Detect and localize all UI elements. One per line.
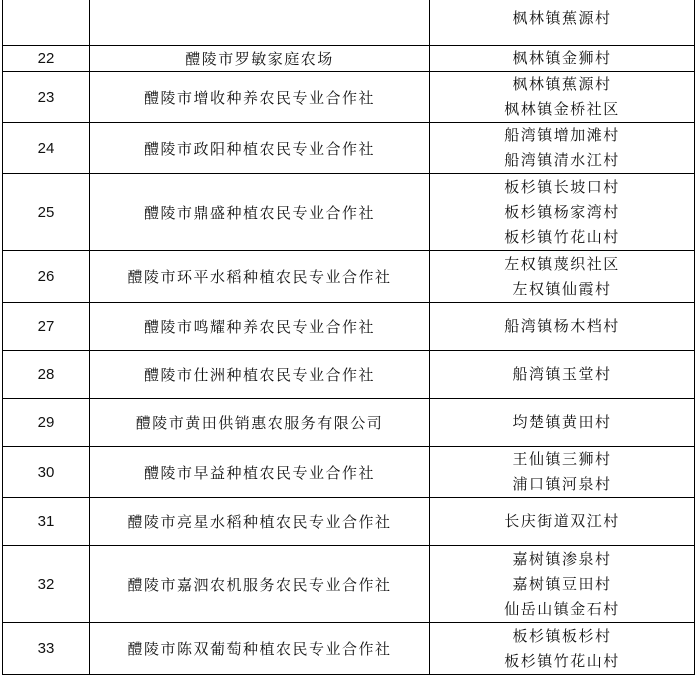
location-line: 均楚镇黄田村	[512, 413, 612, 431]
location-line: 左权镇仙霞村	[512, 279, 612, 298]
table-row	[3, 123, 695, 174]
organization-name-cell: 醴陵市陈双葡萄种植农民专业合作社	[90, 623, 430, 675]
location-line: 枫林镇蕉源村	[512, 75, 612, 93]
row-number-cell: 32	[3, 546, 90, 623]
table-row	[3, 447, 695, 498]
organization-name-cell: 醴陵市仕洲种植农民专业合作社	[90, 351, 430, 399]
organization-name-cell: 醴陵市环平水稻种植农民专业合作社	[90, 251, 430, 303]
location-line: 板杉镇竹花山村	[504, 651, 620, 670]
location-cell	[430, 546, 695, 623]
organization-name-cell: 醴陵市亮星水稻种植农民专业合作社	[90, 498, 430, 546]
location-line: 左权镇蔑织社区	[504, 254, 620, 273]
location-line: 船湾镇增加滩村	[504, 126, 620, 144]
location-cell	[430, 174, 695, 251]
location-cell	[430, 498, 695, 546]
location-line: 枫林镇金桥社区	[504, 100, 620, 118]
location-cell	[430, 251, 695, 303]
organization-name-cell: 醴陵市嘉泗农机服务农民专业合作社	[90, 546, 430, 623]
organization-name-cell	[90, 0, 430, 46]
row-number-cell: 26	[3, 251, 90, 303]
row-number-cell: 27	[3, 303, 90, 351]
organization-name-cell: 醴陵市黄田供销惠农服务有限公司	[90, 399, 430, 447]
organization-name-cell: 醴陵市罗敏家庭农场	[90, 46, 430, 72]
row-number-cell: 31	[3, 498, 90, 546]
location-cell	[430, 399, 695, 447]
location-line: 船湾镇清水江村	[504, 151, 620, 169]
row-number-cell: 28	[3, 351, 90, 399]
location-cell	[430, 303, 695, 351]
organization-name-cell: 醴陵市政阳种植农民专业合作社	[90, 123, 430, 174]
table-row	[3, 303, 695, 351]
table-row	[3, 546, 695, 623]
row-number-cell	[3, 0, 90, 46]
location-line: 板杉镇长坡口村	[504, 177, 620, 196]
location-line: 枫林镇金狮村	[512, 49, 612, 67]
row-number-cell: 25	[3, 174, 90, 251]
table-row	[3, 498, 695, 546]
location-line: 板杉镇板杉村	[512, 626, 612, 645]
table-body	[3, 0, 695, 675]
organization-name-cell: 醴陵市鸣耀种养农民专业合作社	[90, 303, 430, 351]
location-line: 仙岳山镇金石村	[504, 599, 620, 618]
location-cell	[430, 0, 695, 46]
location-cell	[430, 46, 695, 72]
cooperative-table	[2, 0, 695, 675]
location-line: 嘉树镇渗泉村	[512, 549, 612, 568]
table-row	[3, 0, 695, 46]
location-line: 王仙镇三狮村	[512, 450, 612, 468]
table-row	[3, 72, 695, 123]
table-row	[3, 623, 695, 675]
location-line: 船湾镇杨木档村	[504, 317, 620, 335]
row-number-cell: 22	[3, 46, 90, 72]
row-number-cell: 29	[3, 399, 90, 447]
location-cell	[430, 351, 695, 399]
location-line: 嘉树镇豆田村	[512, 574, 612, 593]
location-line: 板杉镇杨家湾村	[504, 202, 620, 221]
table-row	[3, 399, 695, 447]
table-row	[3, 46, 695, 72]
location-line: 浦口镇河泉村	[512, 475, 612, 493]
location-cell	[430, 623, 695, 675]
location-cell	[430, 447, 695, 498]
row-number-cell: 30	[3, 447, 90, 498]
table-row	[3, 351, 695, 399]
organization-name-cell: 醴陵市早益种植农民专业合作社	[90, 447, 430, 498]
table-row	[3, 251, 695, 303]
table-row	[3, 174, 695, 251]
location-line: 船湾镇玉堂村	[512, 365, 612, 383]
organization-name-cell: 醴陵市增收种养农民专业合作社	[90, 72, 430, 123]
row-number-cell: 23	[3, 72, 90, 123]
location-line: 长庆街道双江村	[504, 512, 620, 530]
location-cell	[430, 72, 695, 123]
location-line: 枫林镇蕉源村	[512, 9, 612, 27]
row-number-cell: 33	[3, 623, 90, 675]
row-number-cell: 24	[3, 123, 90, 174]
location-line: 板杉镇竹花山村	[504, 227, 620, 246]
location-cell	[430, 123, 695, 174]
organization-name-cell: 醴陵市鼎盛种植农民专业合作社	[90, 174, 430, 251]
